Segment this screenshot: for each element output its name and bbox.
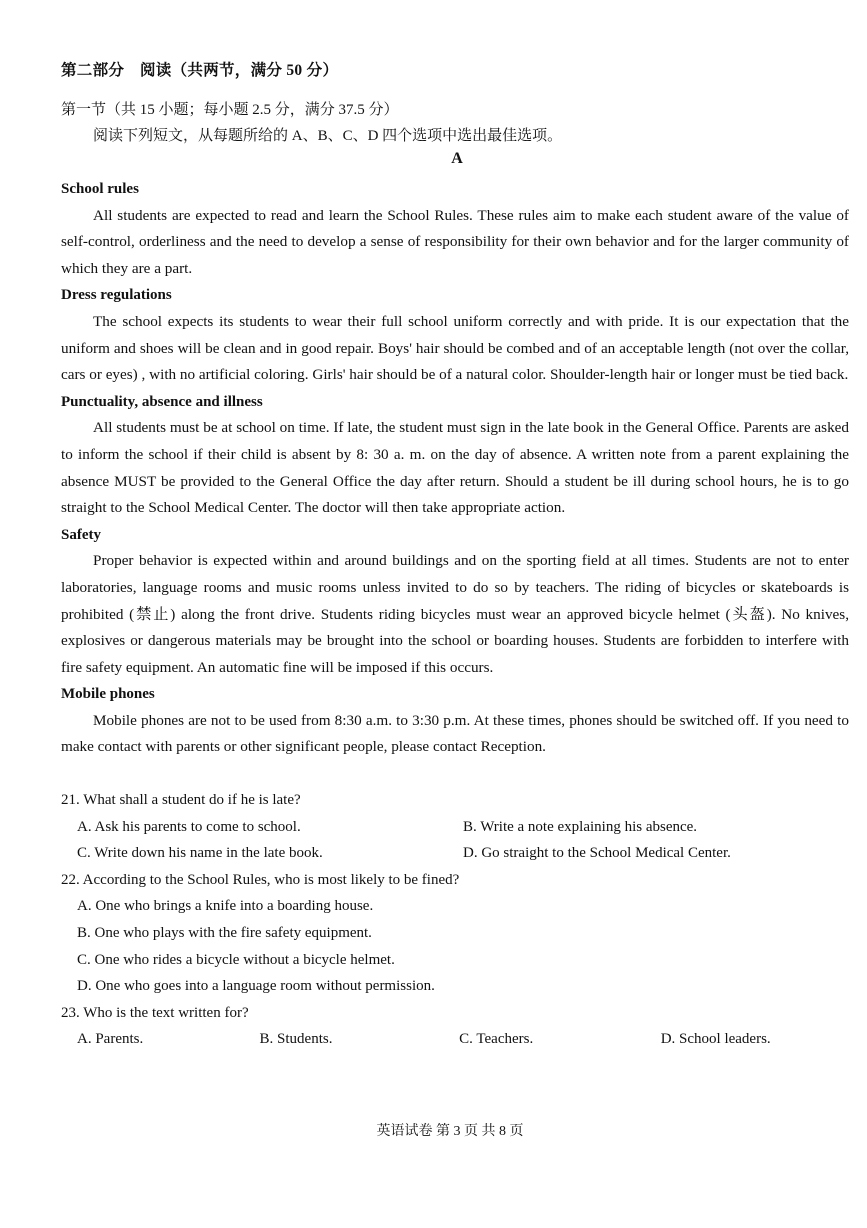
question-21-stem: 21. What shall a student do if he is late? [61, 792, 301, 808]
heading-punctuality: Punctuality, absence and illness [61, 393, 263, 410]
question-23-option-b[interactable]: B. Students. [259, 1031, 333, 1048]
question-21-options-row-2 [61, 840, 851, 867]
question-21-option-a[interactable]: A. Ask his parents to come to school. [77, 818, 301, 835]
question-23-option-c[interactable]: C. Teachers. [459, 1031, 534, 1048]
paragraph-punctuality: All students must be at school on time. If late, the student must sign in the late book in the General Office. Parents are asked to inform the school if their child is absent by 8: 30 a. m. on the day of absence. A written note from a parent explaining the absence MUST be provided to the General Office the day after return. Should a student be ill during school hours, he is to go straight to the School Medical Center. The doctor will then take appropriate action. [61, 419, 849, 517]
heading-mobile-phones: Mobile phones [61, 686, 155, 703]
question-22-option-a[interactable]: A. One who brings a knife into a boarding house. [77, 898, 374, 915]
paragraph-mobile-phones: Mobile phones are not to be used from 8:30 a.m. to 3:30 p.m. At these times, phones should be switched off. If you need to make contact with parents or other significant people, please contact Reception. [61, 711, 849, 756]
question-22-option-row-a [61, 893, 851, 920]
heading-safety: Safety [61, 526, 101, 543]
passage-body [61, 176, 849, 761]
question-22-option-d[interactable]: D. One who goes into a language room without permission. [77, 978, 435, 995]
question-22-option-row-c [61, 947, 851, 974]
question-22-stem: 22. According to the School Rules, who is most likely to be fined? [61, 871, 460, 888]
question-22-option-b[interactable]: B. One who plays with the fire safety equipment. [77, 924, 372, 941]
question-23-option-d[interactable]: D. School leaders. [660, 1031, 771, 1048]
sub-section-title: 第一节（共 15 小题；每小题 2.5 分，满分 37.5 分） [61, 102, 399, 118]
heading-school-rules: School rules [61, 181, 139, 197]
question-21-option-c[interactable]: C. Write down his name in the late book. [77, 845, 323, 862]
section-title: 第二部分 阅读（共两节，满分 50 分） [61, 62, 339, 79]
instructions: 阅读下列短文，从每题所给的 A、B、C、D 四个选项中选出最佳选项。 [93, 128, 563, 144]
question-list [61, 787, 851, 1053]
paragraph-dress-regulations: The school expects its students to wear their full school uniform correctly and with pride. It is our expectation that the uniform and shoes will be clean and in good repair. Boys' hair should be combed and of an acceptable length (not over the collar, cars or eyes) , with no artificial coloring. Girls' hair should be of a natural color. Shoulder-length hair or longer must be tied back. [61, 312, 849, 384]
paragraph-safety: Proper behavior is expected within and around buildings and on the sporting field at all times. Students are not to enter laboratories, language rooms and music rooms unless invited to do so by teachers. The riding of bicycles or skateboards is prohibited (禁止) along the front drive. Students riding bicycles must wear an approved bicycle helmet (头盔). No knives, explosives or dangerous materials may be brought into the school or boarding houses. Students are forbidden to interfere with fire safety equipment. An automatic fine will be imposed if this occurs. [61, 552, 849, 676]
question-23-option-a[interactable]: A. Parents. [77, 1031, 144, 1048]
question-22-option-row-b [61, 920, 851, 947]
passage-letter: A [451, 150, 463, 167]
heading-dress-regulations: Dress regulations [61, 287, 172, 304]
question-22-option-c[interactable]: C. One who rides a bicycle without a bicycle helmet. [77, 951, 395, 968]
question-23-stem: 23. Who is the text written for? [61, 1004, 249, 1021]
question-21-options-row-1 [61, 814, 851, 841]
paragraph-school-rules: All students are expected to read and learn the School Rules. These rules aim to make each student aware of the value of self-control, orderliness and the need to develop a sense of responsibility for their own behavior and for the larger community of which they are a part. [61, 206, 849, 277]
question-22-option-row-d [61, 973, 851, 1000]
question-21-option-d[interactable]: D. Go straight to the School Medical Center. [463, 845, 731, 862]
question-23-options-row [61, 1026, 851, 1053]
question-21-option-b[interactable]: B. Write a note explaining his absence. [463, 818, 698, 835]
page-footer: 英语试卷 第 3 页 共 8 页 [376, 1124, 524, 1139]
